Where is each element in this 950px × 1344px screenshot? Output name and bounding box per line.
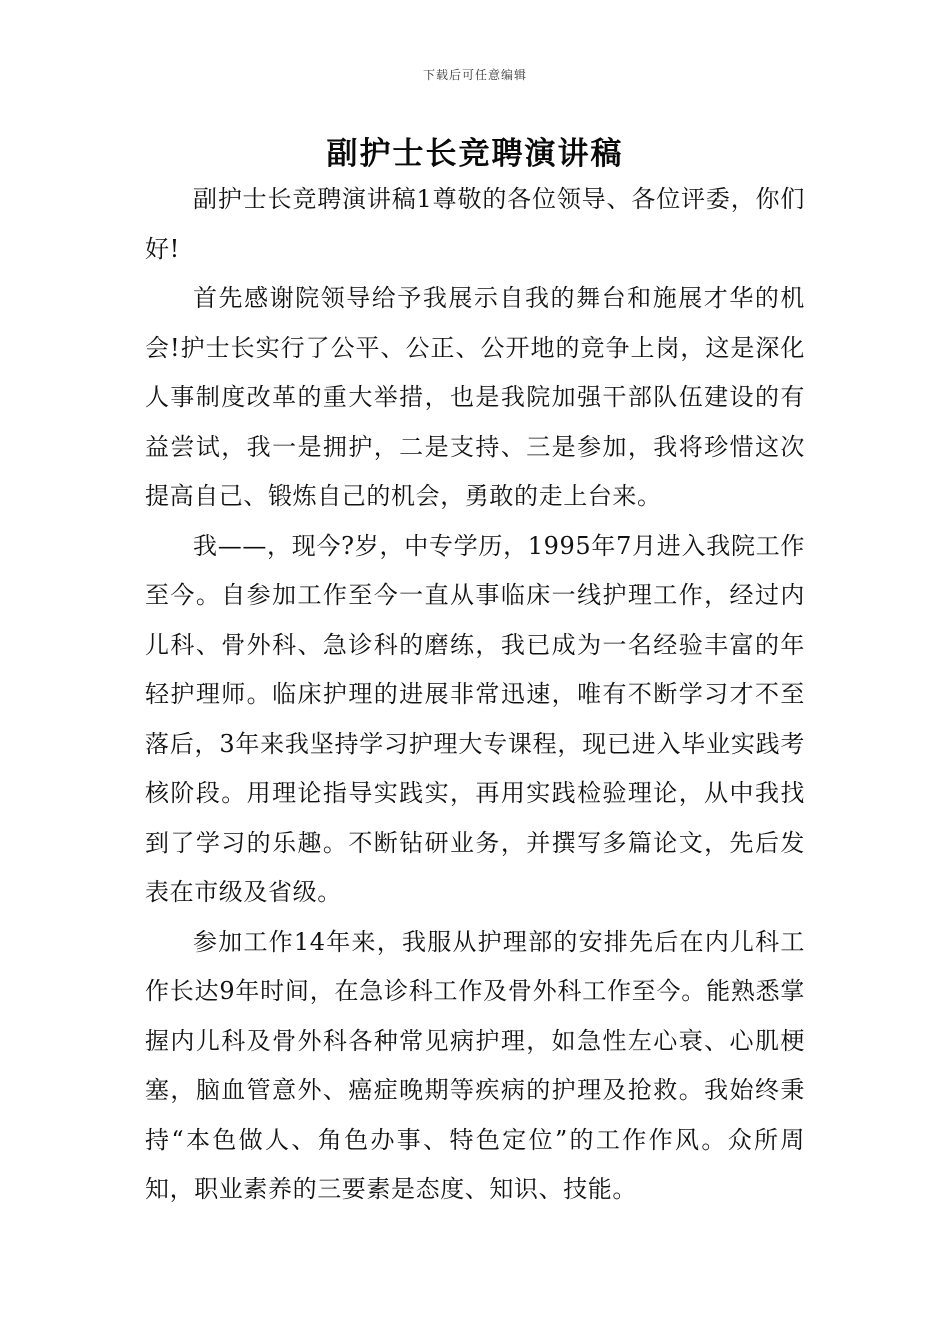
paragraph-greeting: 副护士长竞聘演讲稿1尊敬的各位领导、各位评委，你们好! xyxy=(145,185,805,263)
paragraph-background: 我——，现今?岁，中专学历，1995年7月进入我院工作至今。自参加工作至今一直从事临床一线护理工作，经过内儿科、骨外科、急诊科的磨练，我已成为一名经验丰富的年轻护理师。临床护理的进展非常迅速，唯有不断学习才不至落后，3年来我坚持学习护理大专课程，现已进入毕业实践考核阶段。用理论指导实践实，再用实践检验理论，从中我找到了学习的乐趣。不断钻研业务，并撰写多篇论文，先后发表在市级及省级。 xyxy=(145,531,805,906)
paragraph-thanks: 首先感谢院领导给予我展示自我的舞台和施展才华的机会!护士长实行了公平、公正、公开地的竞争上岗，这是深化人事制度改革的重大举措，也是我院加强干部队伍建设的有益尝试，我一是拥护，二是支持、三是参加，我将珍惜这次提高自己、锻炼自己的机会，勇敢的走上台来。 xyxy=(145,284,805,510)
document-body xyxy=(145,175,805,1215)
document-title: 副护士长竞聘演讲稿 xyxy=(326,136,624,172)
header-note: 下载后可任意编辑 xyxy=(422,68,527,82)
paragraph-experience: 参加工作14年来，我服从护理部的安排先后在内儿科工作长达9年时间，在急诊科工作及骨外科工作至今。能熟悉掌握内儿科及骨外科各种常见病护理，如急性左心衰、心肌梗塞，脑血管意外、癌症晚期等疾病的护理及抢救。我始终秉持“本色做人、角色办事、特色定位”的工作作风。众所周知，职业素养的三要素是态度、知识、技能。 xyxy=(145,927,805,1203)
